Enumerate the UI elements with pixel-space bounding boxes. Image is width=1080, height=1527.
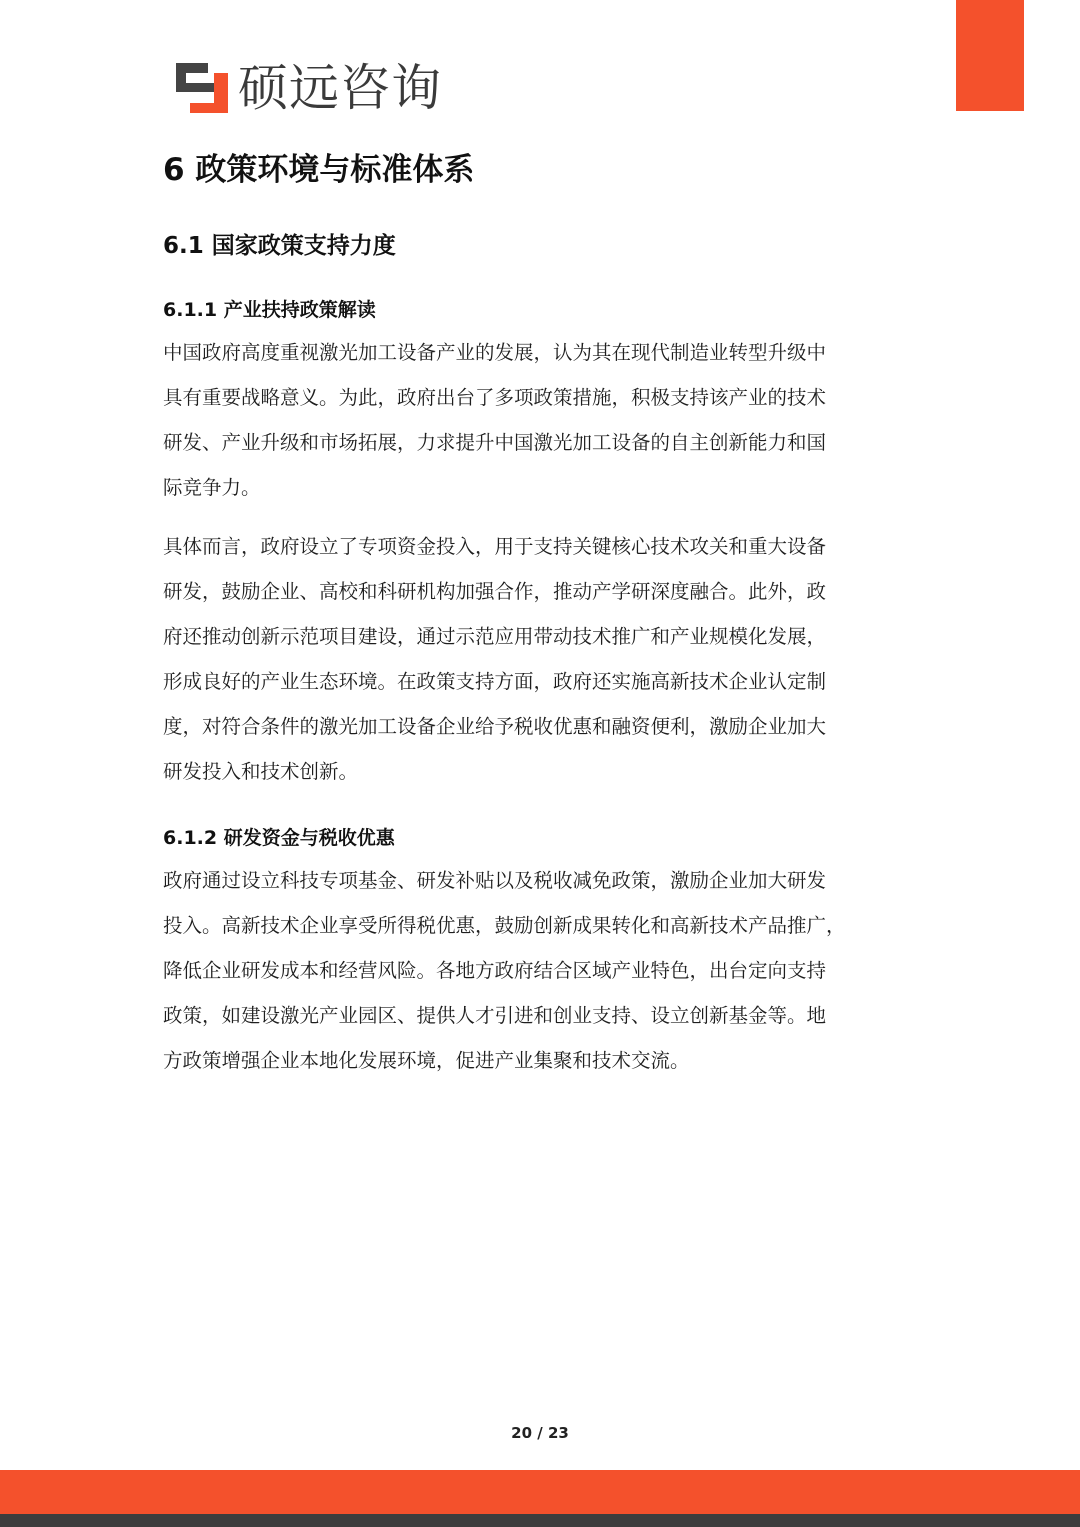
paragraph-line: 具体而言，政府设立了专项资金投入，用于支持关键核心技术攻关和重大设备 <box>163 535 827 558</box>
paragraph-line: 政府通过设立科技专项基金、研发补贴以及税收减免政策，激励企业加大研发 <box>163 869 827 892</box>
paragraph-line: 研发、产业升级和市场拓展，力求提升中国激光加工设备的自主创新能力和国 <box>163 431 827 454</box>
section-title: 6.1 国家政策支持力度 <box>163 233 396 259</box>
subsection-title-funding: 6.1.2 研发资金与税收优惠 <box>163 827 395 849</box>
corner-accent-tab <box>956 0 1024 111</box>
paragraph-policy-intro <box>163 330 923 510</box>
paragraph-line: 降低企业研发成本和经营风险。各地方政府结合区域产业特色，出台定向支持 <box>163 959 827 982</box>
chapter-title: 6 政策环境与标准体系 <box>163 152 475 188</box>
brand-header <box>176 56 442 120</box>
paragraph-line: 具有重要战略意义。为此，政府出台了多项政策措施，积极支持该产业的技术 <box>163 386 827 409</box>
s-logo-icon <box>176 63 228 113</box>
paragraph-line: 研发投入和技术创新。 <box>163 760 359 783</box>
paragraph-line: 际竞争力。 <box>163 476 261 499</box>
brand-name: 硕远咨询 <box>238 59 442 117</box>
paragraph-line: 研发，鼓励企业、高校和科研机构加强合作，推动产学研深度融合。此外，政 <box>163 580 827 603</box>
paragraph-funding-tax <box>163 858 923 1083</box>
paragraph-line: 投入。高新技术企业享受所得税优惠，鼓励创新成果转化和高新技术产品推广， <box>163 914 846 937</box>
subsection-title-policy: 6.1.1 产业扶持政策解读 <box>163 299 376 321</box>
paragraph-line: 形成良好的产业生态环境。在政策支持方面，政府还实施高新技术企业认定制 <box>163 670 827 693</box>
page-number: 20 / 23 <box>511 1424 569 1442</box>
paragraph-line: 府还推动创新示范项目建设，通过示范应用带动技术推广和产业规模化发展， <box>163 625 827 648</box>
footer-dark-bar <box>0 1514 1080 1527</box>
paragraph-line: 政策，如建设激光产业园区、提供人才引进和创业支持、设立创新基金等。地 <box>163 1004 827 1027</box>
paragraph-line: 度，对符合条件的激光加工设备企业给予税收优惠和融资便利，激励企业加大 <box>163 715 827 738</box>
footer-accent-bar <box>0 1470 1080 1514</box>
paragraph-policy-detail <box>163 524 923 794</box>
paragraph-line: 方政策增强企业本地化发展环境，促进产业集聚和技术交流。 <box>163 1049 690 1072</box>
paragraph-line: 中国政府高度重视激光加工设备产业的发展，认为其在现代制造业转型升级中 <box>163 341 827 364</box>
